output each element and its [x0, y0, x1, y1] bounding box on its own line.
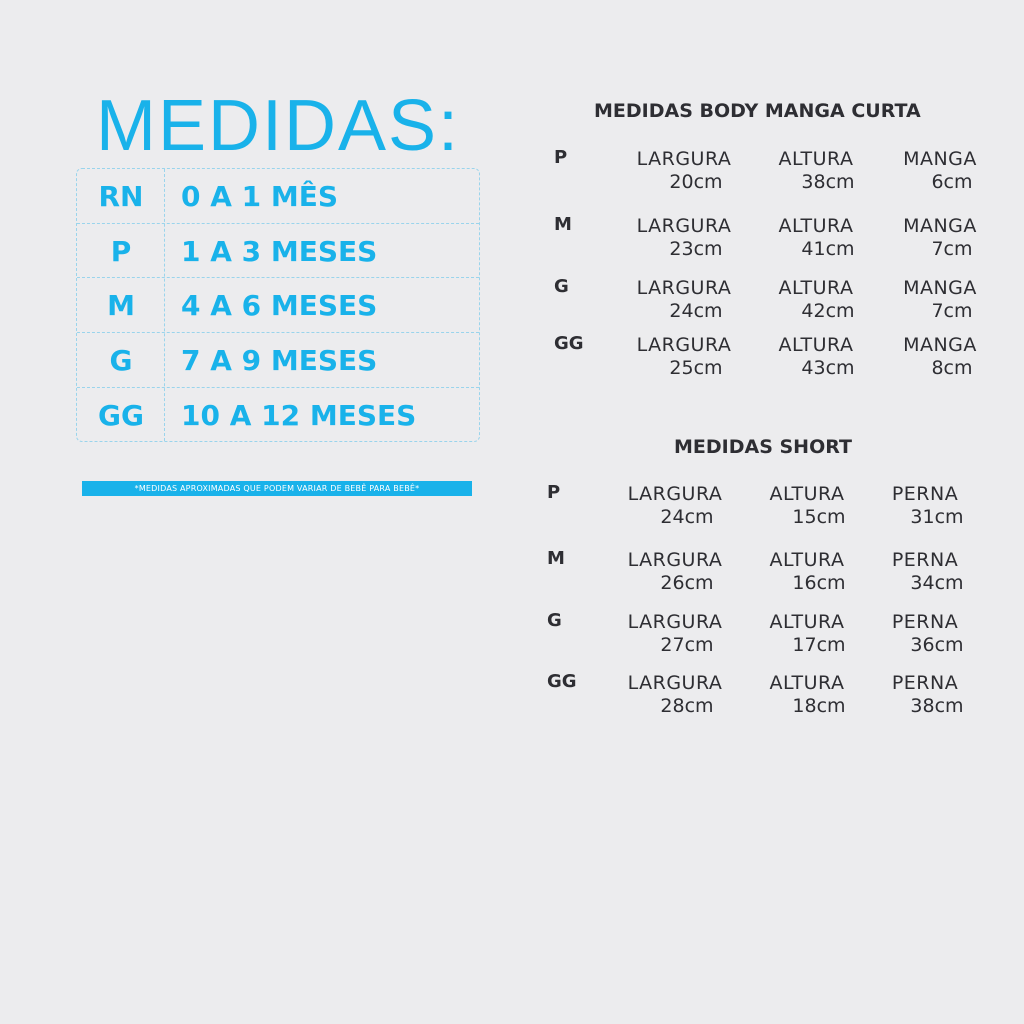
short-label: ALTURA	[769, 672, 845, 694]
body-value: 25cm	[669, 357, 723, 379]
body-cell-manga	[880, 276, 1000, 322]
short-row-size: P	[547, 482, 561, 503]
body-value: 38cm	[801, 171, 855, 193]
body-row-size: P	[554, 147, 568, 168]
body-cell-altura	[756, 276, 876, 322]
age-row-range: 10 A 12 MESES	[181, 398, 417, 432]
short-cell-largura	[615, 610, 735, 656]
body-value: 23cm	[669, 238, 723, 260]
short-value: 18cm	[792, 695, 846, 717]
page-title: MEDIDAS:	[96, 86, 461, 166]
short-cell-altura	[747, 482, 867, 528]
short-label: PERNA	[891, 611, 959, 633]
body-value: 24cm	[669, 300, 723, 322]
short-value: 24cm	[660, 506, 714, 528]
age-row-size: M	[107, 288, 135, 322]
short-cell-perna	[865, 671, 985, 717]
body-row-size: GG	[554, 333, 584, 354]
short-label: LARGURA	[627, 483, 723, 505]
short-label: ALTURA	[769, 611, 845, 633]
short-value: 36cm	[910, 634, 964, 656]
age-row-size: GG	[98, 398, 144, 432]
short-label: LARGURA	[627, 611, 723, 633]
age-row-range: 0 A 1 MÊS	[181, 179, 339, 213]
body-value: 20cm	[669, 171, 723, 193]
body-label: MANGA	[903, 148, 977, 170]
short-label: PERNA	[891, 672, 959, 694]
short-label: LARGURA	[627, 549, 723, 571]
short-cell-perna	[865, 548, 985, 594]
body-label: MANGA	[903, 215, 977, 237]
short-value: 28cm	[660, 695, 714, 717]
body-row-size: G	[554, 276, 569, 297]
body-cell-manga	[880, 147, 1000, 193]
short-cell-altura	[747, 610, 867, 656]
body-cell-manga	[880, 333, 1000, 379]
short-cell-largura	[615, 482, 735, 528]
age-row-size: G	[109, 343, 133, 377]
body-value: 6cm	[931, 171, 973, 193]
body-label: ALTURA	[778, 148, 854, 170]
body-value: 7cm	[931, 238, 973, 260]
short-cell-altura	[747, 671, 867, 717]
short-label: PERNA	[891, 483, 959, 505]
body-label: LARGURA	[636, 277, 732, 299]
body-cell-manga	[880, 214, 1000, 260]
body-label: MANGA	[903, 277, 977, 299]
body-label: LARGURA	[636, 148, 732, 170]
age-row-range: 1 A 3 MESES	[181, 234, 378, 268]
short-cell-altura	[747, 548, 867, 594]
age-row-size: P	[110, 234, 132, 268]
short-label: ALTURA	[769, 549, 845, 571]
age-row-p	[77, 223, 479, 278]
short-value: 15cm	[792, 506, 846, 528]
body-cell-largura	[624, 333, 744, 379]
body-section-title: MEDIDAS BODY MANGA CURTA	[594, 100, 921, 122]
short-value: 17cm	[792, 634, 846, 656]
short-cell-largura	[615, 548, 735, 594]
short-value: 26cm	[660, 572, 714, 594]
body-cell-largura	[624, 214, 744, 260]
age-row-size: RN	[98, 179, 144, 213]
short-value: 38cm	[910, 695, 964, 717]
body-value: 8cm	[931, 357, 973, 379]
short-label: LARGURA	[627, 672, 723, 694]
short-cell-perna	[865, 610, 985, 656]
body-cell-largura	[624, 147, 744, 193]
body-row-size: M	[554, 214, 572, 235]
age-row-range: 7 A 9 MESES	[181, 343, 378, 377]
body-cell-altura	[756, 147, 876, 193]
age-row-rn	[77, 169, 479, 223]
body-label: ALTURA	[778, 215, 854, 237]
short-cell-largura	[615, 671, 735, 717]
short-value: 31cm	[910, 506, 964, 528]
body-label: LARGURA	[636, 334, 732, 356]
disclaimer-note: *MEDIDAS APROXIMADAS QUE PODEM VARIAR DE BEBÊ PARA BEBÊ*	[82, 481, 472, 496]
short-cell-perna	[865, 482, 985, 528]
body-cell-largura	[624, 276, 744, 322]
body-label: MANGA	[903, 334, 977, 356]
body-label: ALTURA	[778, 277, 854, 299]
body-value: 7cm	[931, 300, 973, 322]
short-value: 34cm	[910, 572, 964, 594]
age-size-table	[76, 168, 480, 442]
body-value: 43cm	[801, 357, 855, 379]
age-row-m	[77, 277, 479, 332]
short-label: PERNA	[891, 549, 959, 571]
age-row-range: 4 A 6 MESES	[181, 288, 378, 322]
short-value: 16cm	[792, 572, 846, 594]
short-label: ALTURA	[769, 483, 845, 505]
body-value: 41cm	[801, 238, 855, 260]
short-value: 27cm	[660, 634, 714, 656]
short-row-size: G	[547, 610, 562, 631]
body-label: LARGURA	[636, 215, 732, 237]
body-cell-altura	[756, 333, 876, 379]
age-row-g	[77, 332, 479, 387]
body-value: 42cm	[801, 300, 855, 322]
body-cell-altura	[756, 214, 876, 260]
short-section-title: MEDIDAS SHORT	[674, 436, 852, 458]
body-label: ALTURA	[778, 334, 854, 356]
short-row-size: M	[547, 548, 565, 569]
age-row-gg	[77, 387, 479, 442]
short-row-size: GG	[547, 671, 577, 692]
